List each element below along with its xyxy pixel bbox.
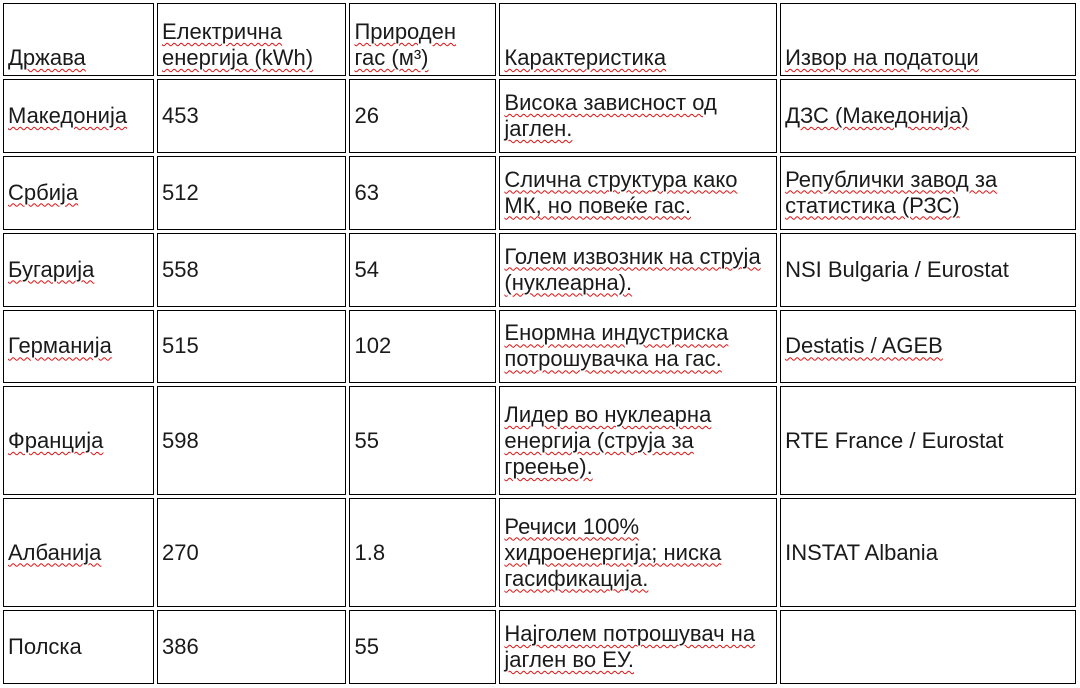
source-cell[interactable]: NSI Bulgaria / Eurostat	[780, 233, 1076, 307]
table-row	[3, 310, 1076, 384]
header-gas[interactable]: Природен гас (м³)	[349, 3, 496, 76]
table-row	[3, 156, 1076, 230]
header-source[interactable]: Извор на податоци	[780, 3, 1076, 76]
country-cell[interactable]: Франција	[3, 386, 154, 495]
header-country[interactable]: Држава	[3, 3, 154, 76]
source-cell[interactable]: RTE France / Eurostat	[780, 386, 1076, 495]
electricity-cell[interactable]: 386	[157, 610, 347, 684]
characteristic-cell[interactable]: Енормна индустриска потрошувачка на гас.	[499, 310, 777, 384]
country-cell[interactable]: Албанија	[3, 498, 154, 607]
header-row	[3, 3, 1076, 76]
electricity-cell[interactable]: 453	[157, 79, 347, 153]
table-row	[3, 79, 1076, 153]
table-row	[3, 498, 1076, 607]
country-cell[interactable]: Полска	[3, 610, 154, 684]
characteristic-cell[interactable]: Голем извозник на струја (нуклеарна).	[499, 233, 777, 307]
header-characteristic[interactable]: Карактеристика	[499, 3, 777, 76]
gas-cell[interactable]: 55	[349, 386, 496, 495]
country-cell[interactable]: Бугарија	[3, 233, 154, 307]
header-electricity[interactable]: Електрична енергија (kWh)	[157, 3, 347, 76]
electricity-cell[interactable]: 515	[157, 310, 347, 384]
country-cell[interactable]: Македонија	[3, 79, 154, 153]
electricity-cell[interactable]: 598	[157, 386, 347, 495]
characteristic-cell[interactable]: Речиси 100% хидроенергија; ниска гасификација.	[499, 498, 777, 607]
source-cell[interactable]: INSTAT Albania	[780, 498, 1076, 607]
electricity-cell[interactable]: 558	[157, 233, 347, 307]
characteristic-cell[interactable]: Лидер во нуклеарна енергија (струја за греење).	[499, 386, 777, 495]
source-cell[interactable]: Destatis / AGEB	[780, 310, 1076, 384]
country-cell[interactable]: Србија	[3, 156, 154, 230]
source-cell[interactable]	[780, 610, 1076, 684]
country-cell[interactable]: Германија	[3, 310, 154, 384]
table-row	[3, 233, 1076, 307]
table-row	[3, 610, 1076, 684]
characteristic-cell[interactable]: Најголем потрошувач на јаглен во ЕУ.	[499, 610, 777, 684]
source-cell[interactable]: ДЗС (Македонија)	[780, 79, 1076, 153]
electricity-cell[interactable]: 270	[157, 498, 347, 607]
characteristic-cell[interactable]: Слична структура како МК, но повеќе гас.	[499, 156, 777, 230]
characteristic-cell[interactable]: Висока зависност од јаглен.	[499, 79, 777, 153]
gas-cell[interactable]: 63	[349, 156, 496, 230]
gas-cell[interactable]: 26	[349, 79, 496, 153]
gas-cell[interactable]: 54	[349, 233, 496, 307]
source-cell[interactable]: Републички завод за статистика (РЗС)	[780, 156, 1076, 230]
gas-cell[interactable]: 55	[349, 610, 496, 684]
electricity-cell[interactable]: 512	[157, 156, 347, 230]
table-row	[3, 386, 1076, 495]
gas-cell[interactable]: 1.8	[349, 498, 496, 607]
gas-cell[interactable]: 102	[349, 310, 496, 384]
